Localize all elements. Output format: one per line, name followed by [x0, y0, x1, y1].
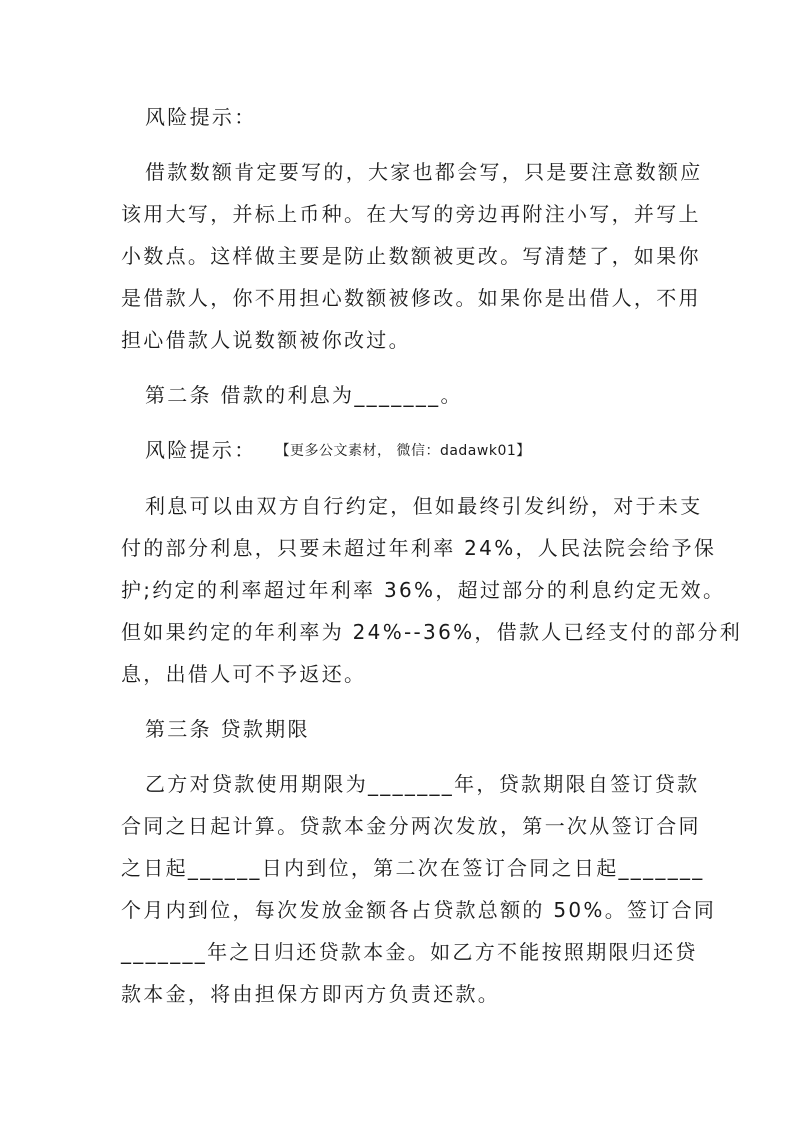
article-2-title: 第二条 借款的利息为_______。 [145, 383, 463, 407]
risk1-line-2: 该用大写，并标上币种。在大写的旁边再附注小写，并写上 [121, 202, 701, 226]
risk2-line-3: 护;约定的利率超过年利率 36%，超过部分的利息约定无效。 [121, 578, 726, 602]
article3-line-3: 之日起______日内到位，第二次在签订合同之日起_______ [121, 856, 705, 880]
article3-line-2: 合同之日起计算。贷款本金分两次发放，第一次从签订合同 [121, 814, 701, 838]
risk1-line-3: 小数点。这样做主要是防止数额被更改。写清楚了，如果你 [121, 244, 701, 268]
risk2-line-1: 利息可以由双方自行约定，但如最终引发纠纷，对于未支 [145, 494, 703, 518]
risk1-line-4: 是借款人，你不用担心数额被修改。如果你是出借人，不用 [121, 286, 701, 310]
risk-heading-2-row [145, 437, 531, 464]
risk-heading-2: 风险提示： [145, 438, 257, 462]
article-3-title: 第三条 贷款期限 [145, 717, 310, 741]
risk1-line-5: 担心借款人说数额被你改过。 [121, 328, 411, 352]
promo-note: 【更多公文素材， 微信：dadawk01】 [282, 443, 531, 459]
article3-line-6: 款本金，将由担保方即丙方负责还款。 [121, 982, 501, 1006]
risk2-line-5: 息，出借人可不予返还。 [121, 662, 367, 686]
risk1-line-1: 借款数额肯定要写的，大家也都会写，只是要注意数额应 [145, 160, 703, 184]
risk2-line-4: 但如果约定的年利率为 24%--36%，借款人已经支付的部分利 [121, 620, 742, 644]
risk-heading-1: 风险提示： [145, 105, 257, 129]
article3-line-4: 个月内到位，每次发放金额各占贷款总额的 50%。签订合同 [121, 898, 717, 922]
article3-line-5: _______年之日归还贷款本金。如乙方不能按照期限归还贷 [121, 940, 698, 964]
article3-line-1: 乙方对贷款使用期限为_______年，贷款期限自签订贷款 [145, 772, 700, 796]
risk2-line-2: 付的部分利息，只要未超过年利率 24%，人民法院会给予保 [121, 536, 717, 560]
